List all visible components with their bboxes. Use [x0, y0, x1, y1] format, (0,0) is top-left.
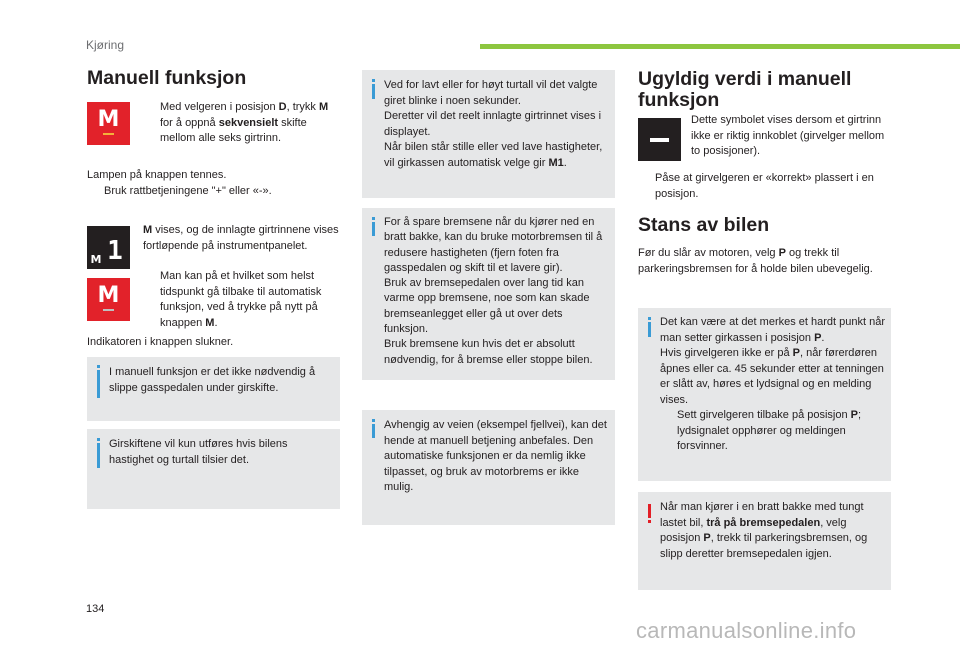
info-box-rev-limits: Ved for lavt eller for høyt turtall vil det valgte giret blinke i noen sekunder. Deretter vil det reelt innlagte girtrinnet vises i displayet. Når bilen står stille eller ved lave hastigheter, vil girkassen automatisk velge gir M1.	[362, 70, 615, 198]
dash-symbol	[650, 138, 669, 142]
info-box-no-release: I manuell funksjon er det ikke nødvendig å slippe gasspedalen under girskifte.	[87, 357, 340, 421]
m-button-icon-2: M	[87, 278, 130, 321]
heading-manual-mode: Manuell funksjon	[87, 67, 247, 89]
info-bar	[372, 424, 375, 438]
info-bar	[97, 443, 100, 468]
watermark: carmanualsonline.info	[636, 618, 857, 643]
gear-display-m: M	[90, 253, 102, 266]
gear-display-digit: 1	[107, 236, 123, 266]
warning-box-steep-hill: Når man kjører i en bratt bakke med tungt lastet bil, trå på bremsepedalen, velg posisjon P, trekk til parkeringsbremsen, og slipp deretter bremsepedalen igjen.	[638, 492, 891, 590]
heading-stopping: Stans av bilen	[638, 214, 770, 236]
paragraph-gear-shown: M vises, og de innlagte girtrinnene vises fortløpende på instrumentpanelet.	[143, 224, 339, 252]
invalid-gear-icon	[638, 118, 681, 161]
info-bar	[372, 222, 375, 236]
paragraph-stop-vehicle: Før du slår av motoren, velg P og trekk til parkeringsbremsen for å holde bilen ubevegelig.	[638, 247, 873, 275]
warning-bar	[648, 504, 651, 518]
section-color-bar	[480, 44, 960, 49]
info-box-shift-conditions: Girskiftene vil kun utføres hvis bilens hastighet og turtall tilsier det.	[87, 429, 340, 509]
m-button-led	[103, 133, 114, 135]
page-number: 134	[86, 603, 105, 615]
paragraph-lamp-on: Lampen på knappen tennes. Bruk rattbetjeningene "+" eller «-».	[87, 169, 272, 197]
section-tab: Kjøring	[86, 38, 125, 52]
paragraph-check-selector: Påse at girvelgeren er «korrekt» plassert i en posisjon.	[655, 172, 874, 200]
info-bar	[97, 370, 100, 398]
info-bar	[372, 84, 375, 99]
paragraph-symbol-meaning: Dette symbolet vises dersom et girtrinn ikke er riktig innkoblet (girvelger mellom to posisjoner).	[691, 114, 885, 157]
gear-display-icon	[87, 226, 130, 269]
info-box-park-position: Det kan være at det merkes et hardt punkt når man setter girkassen i posisjon P. Hvis girvelgeren ikke er på P, når førerdøren åpnes eller ca. 45 sekunder etter at tenningen er slått av, høres et lydsignal og en melding vises. Sett girvelgeren tilbake på posisjon P; lydsignalet opphører og meldingen forsvinner.	[638, 308, 891, 481]
m-button-icon	[87, 102, 130, 145]
paragraph-indicator-off: Indikatoren i knappen slukner.	[87, 336, 234, 348]
heading-invalid-value: Ugyldig verdi i manuell funksjon	[638, 68, 852, 111]
info-bar	[648, 322, 651, 337]
bullet-marker	[143, 100, 160, 147]
info-box-engine-brake: For å spare bremsene når du kjører ned en bratt bakke, kan du bruke motorbremsen til å redusere hastigheten (fjern foten fra gasspedalen og skift til et lavere gir). Bruk av bremsepedalen over lang tid kan varme opp bremsene, noe som kan skade bremseanlegget eller gå ut over dets funksjon. Bruk bremsene kun hvis det er absolutt nødvendig, for å bremse eller stoppe bilen.	[362, 208, 615, 380]
info-box-mountain-road: Avhengig av veien (eksempel fjellvei), kan det hende at manuell betjening anbefales. Den automatiske funksjonen er da nemlig ikke tilpasset, og bruk av motorbrems er ikke mulig.	[362, 410, 615, 525]
paragraph-activate-manual: Med velgeren i posisjon D, trykk M for å oppnå sekvensielt skifte mellom alle seks girtrinn.	[143, 100, 343, 147]
m-button-letter: M	[97, 107, 120, 132]
paragraph-return-auto: Man kan på et hvilket som helst tidspunkt gå tilbake til automatisk funksjon, ved å trykke på nytt på knappen M.	[160, 270, 322, 329]
